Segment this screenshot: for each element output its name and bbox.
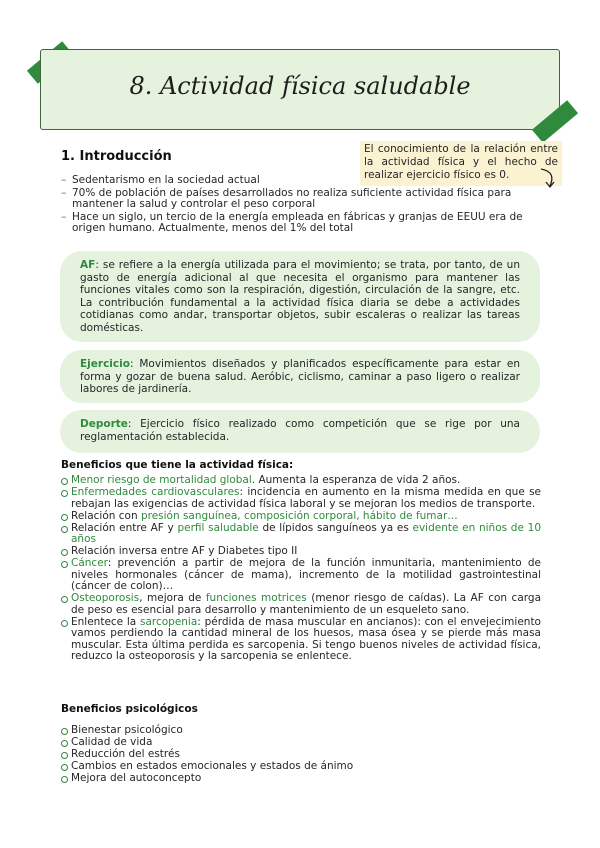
page-title: 8. Actividad física saludable bbox=[129, 72, 471, 100]
dash-bullet-icon: – bbox=[61, 174, 67, 186]
definition-text: : se refiere a la energía utilizada para el movimiento; se trata, por tanto, de un gasto de energía adicional al que necesita el organismo para mantener las funciones vitales como son la respiración, digestión, circulación de la sangre, etc. La contribución fundamental a la actividad física diaria se debe a actividades cotidianas como andar, transportar objetos, subir escaleras o realizar las tareas domésticas. bbox=[80, 259, 520, 334]
list-item: Menor riesgo de mortalidad global. Aumenta la esperanza de vida 2 años. bbox=[61, 475, 541, 487]
dash-bullet-icon: – bbox=[61, 210, 67, 223]
list-item: Reducción del estrés bbox=[61, 749, 541, 761]
circle-bullet-icon bbox=[61, 549, 68, 556]
curved-arrow-icon bbox=[538, 167, 560, 191]
psychological-benefits-list bbox=[61, 725, 541, 785]
circle-bullet-icon bbox=[61, 776, 68, 783]
circle-bullet-icon bbox=[61, 490, 68, 497]
list-item: Calidad de vida bbox=[61, 737, 541, 749]
list-item: Relación inversa entre AF y Diabetes tipo II bbox=[61, 546, 541, 558]
circle-bullet-icon bbox=[61, 740, 68, 747]
intro-list bbox=[61, 175, 541, 236]
dash-bullet-icon: – bbox=[61, 186, 67, 199]
circle-bullet-icon bbox=[61, 752, 68, 759]
circle-bullet-icon bbox=[61, 514, 68, 521]
section-heading-introduccion: 1. Introducción bbox=[61, 149, 172, 164]
psychological-benefits-heading: Beneficios psicológicos bbox=[61, 703, 198, 715]
list-item: Relación con presión sanguínea, composición corporal, hábito de fumar… bbox=[61, 511, 541, 523]
definition-term: AF bbox=[80, 259, 96, 271]
circle-bullet-icon bbox=[61, 596, 68, 603]
definition-card-af bbox=[60, 251, 540, 342]
definition-term: Ejercicio bbox=[80, 358, 130, 370]
list-item: Osteoporosis, mejora de funciones motrices (menor riesgo de caídas). La AF con carga de peso es esencial para desarrollo y mantenimiento de un esqueleto sano. bbox=[61, 593, 541, 616]
highlight-note: El conocimiento de la relación entre la actividad física y el hecho de realizar ejercicio físico es 0. bbox=[360, 141, 562, 186]
circle-bullet-icon bbox=[61, 561, 68, 568]
list-item: Enlentece la sarcopenia: pérdida de masa muscular en ancianos): con el envejecimiento vamos perdiendo la cantidad mineral de los huesos, masa ósea y se pierde más masa muscular. Esta última perdida es sarcopenia. Si tengo buenos niveles de actividad física, reduzco la osteoporosis y la sarcopenia se enlentece. bbox=[61, 617, 541, 663]
list-item: Cambios en estados emocionales y estados de ánimo bbox=[61, 761, 541, 773]
title-banner bbox=[40, 49, 560, 130]
circle-bullet-icon bbox=[61, 620, 68, 627]
circle-bullet-icon bbox=[61, 728, 68, 735]
definition-term: Deporte bbox=[80, 418, 128, 430]
list-item: Relación entre AF y perfil saludable de lípidos sanguíneos ya es evidente en niños de 10 años bbox=[61, 523, 541, 546]
definition-card-ejercicio bbox=[60, 350, 540, 403]
circle-bullet-icon bbox=[61, 764, 68, 771]
list-item: Cáncer: prevención a partir de mejora de la función inmunitaria, mantenimiento de niveles hormonales (cáncer de mama), incremento de la motilidad gastrointestinal (cáncer de colon)… bbox=[61, 558, 541, 593]
list-item: – Sedentarismo en la sociedad actual bbox=[61, 174, 260, 186]
list-item: – 70% de población de países desarrollados no realiza suficiente actividad física para mantener la salud y controlar el peso corporal bbox=[61, 186, 512, 210]
list-item: Enfermedades cardiovasculares: incidencia en aumento en la misma medida en que se rebajan las exigencias de actividad física laboral y se mejoran los medios de transporte. bbox=[61, 487, 541, 510]
definition-card-deporte bbox=[60, 410, 540, 453]
list-item: Bienestar psicológico bbox=[61, 725, 541, 737]
circle-bullet-icon bbox=[61, 478, 68, 485]
list-item: – Hace un siglo, un tercio de la energía empleada en fábricas y granjas de EEUU era de origen humano. Actualmente, menos del 1% del total bbox=[61, 210, 523, 234]
definition-text: : Movimientos diseñados y planificados específicamente para estar en forma y gozar de buena salud. Aeróbic, ciclismo, caminar a paso ligero o realizar labores de jardinería. bbox=[80, 358, 520, 395]
definition-text: : Ejercicio físico realizado como competición que se rige por una reglamentación establecida. bbox=[80, 418, 520, 443]
benefits-heading: Beneficios que tiene la actividad física: bbox=[61, 459, 294, 471]
list-item: Mejora del autoconcepto bbox=[61, 773, 541, 785]
benefits-list bbox=[61, 475, 541, 663]
circle-bullet-icon bbox=[61, 526, 68, 533]
